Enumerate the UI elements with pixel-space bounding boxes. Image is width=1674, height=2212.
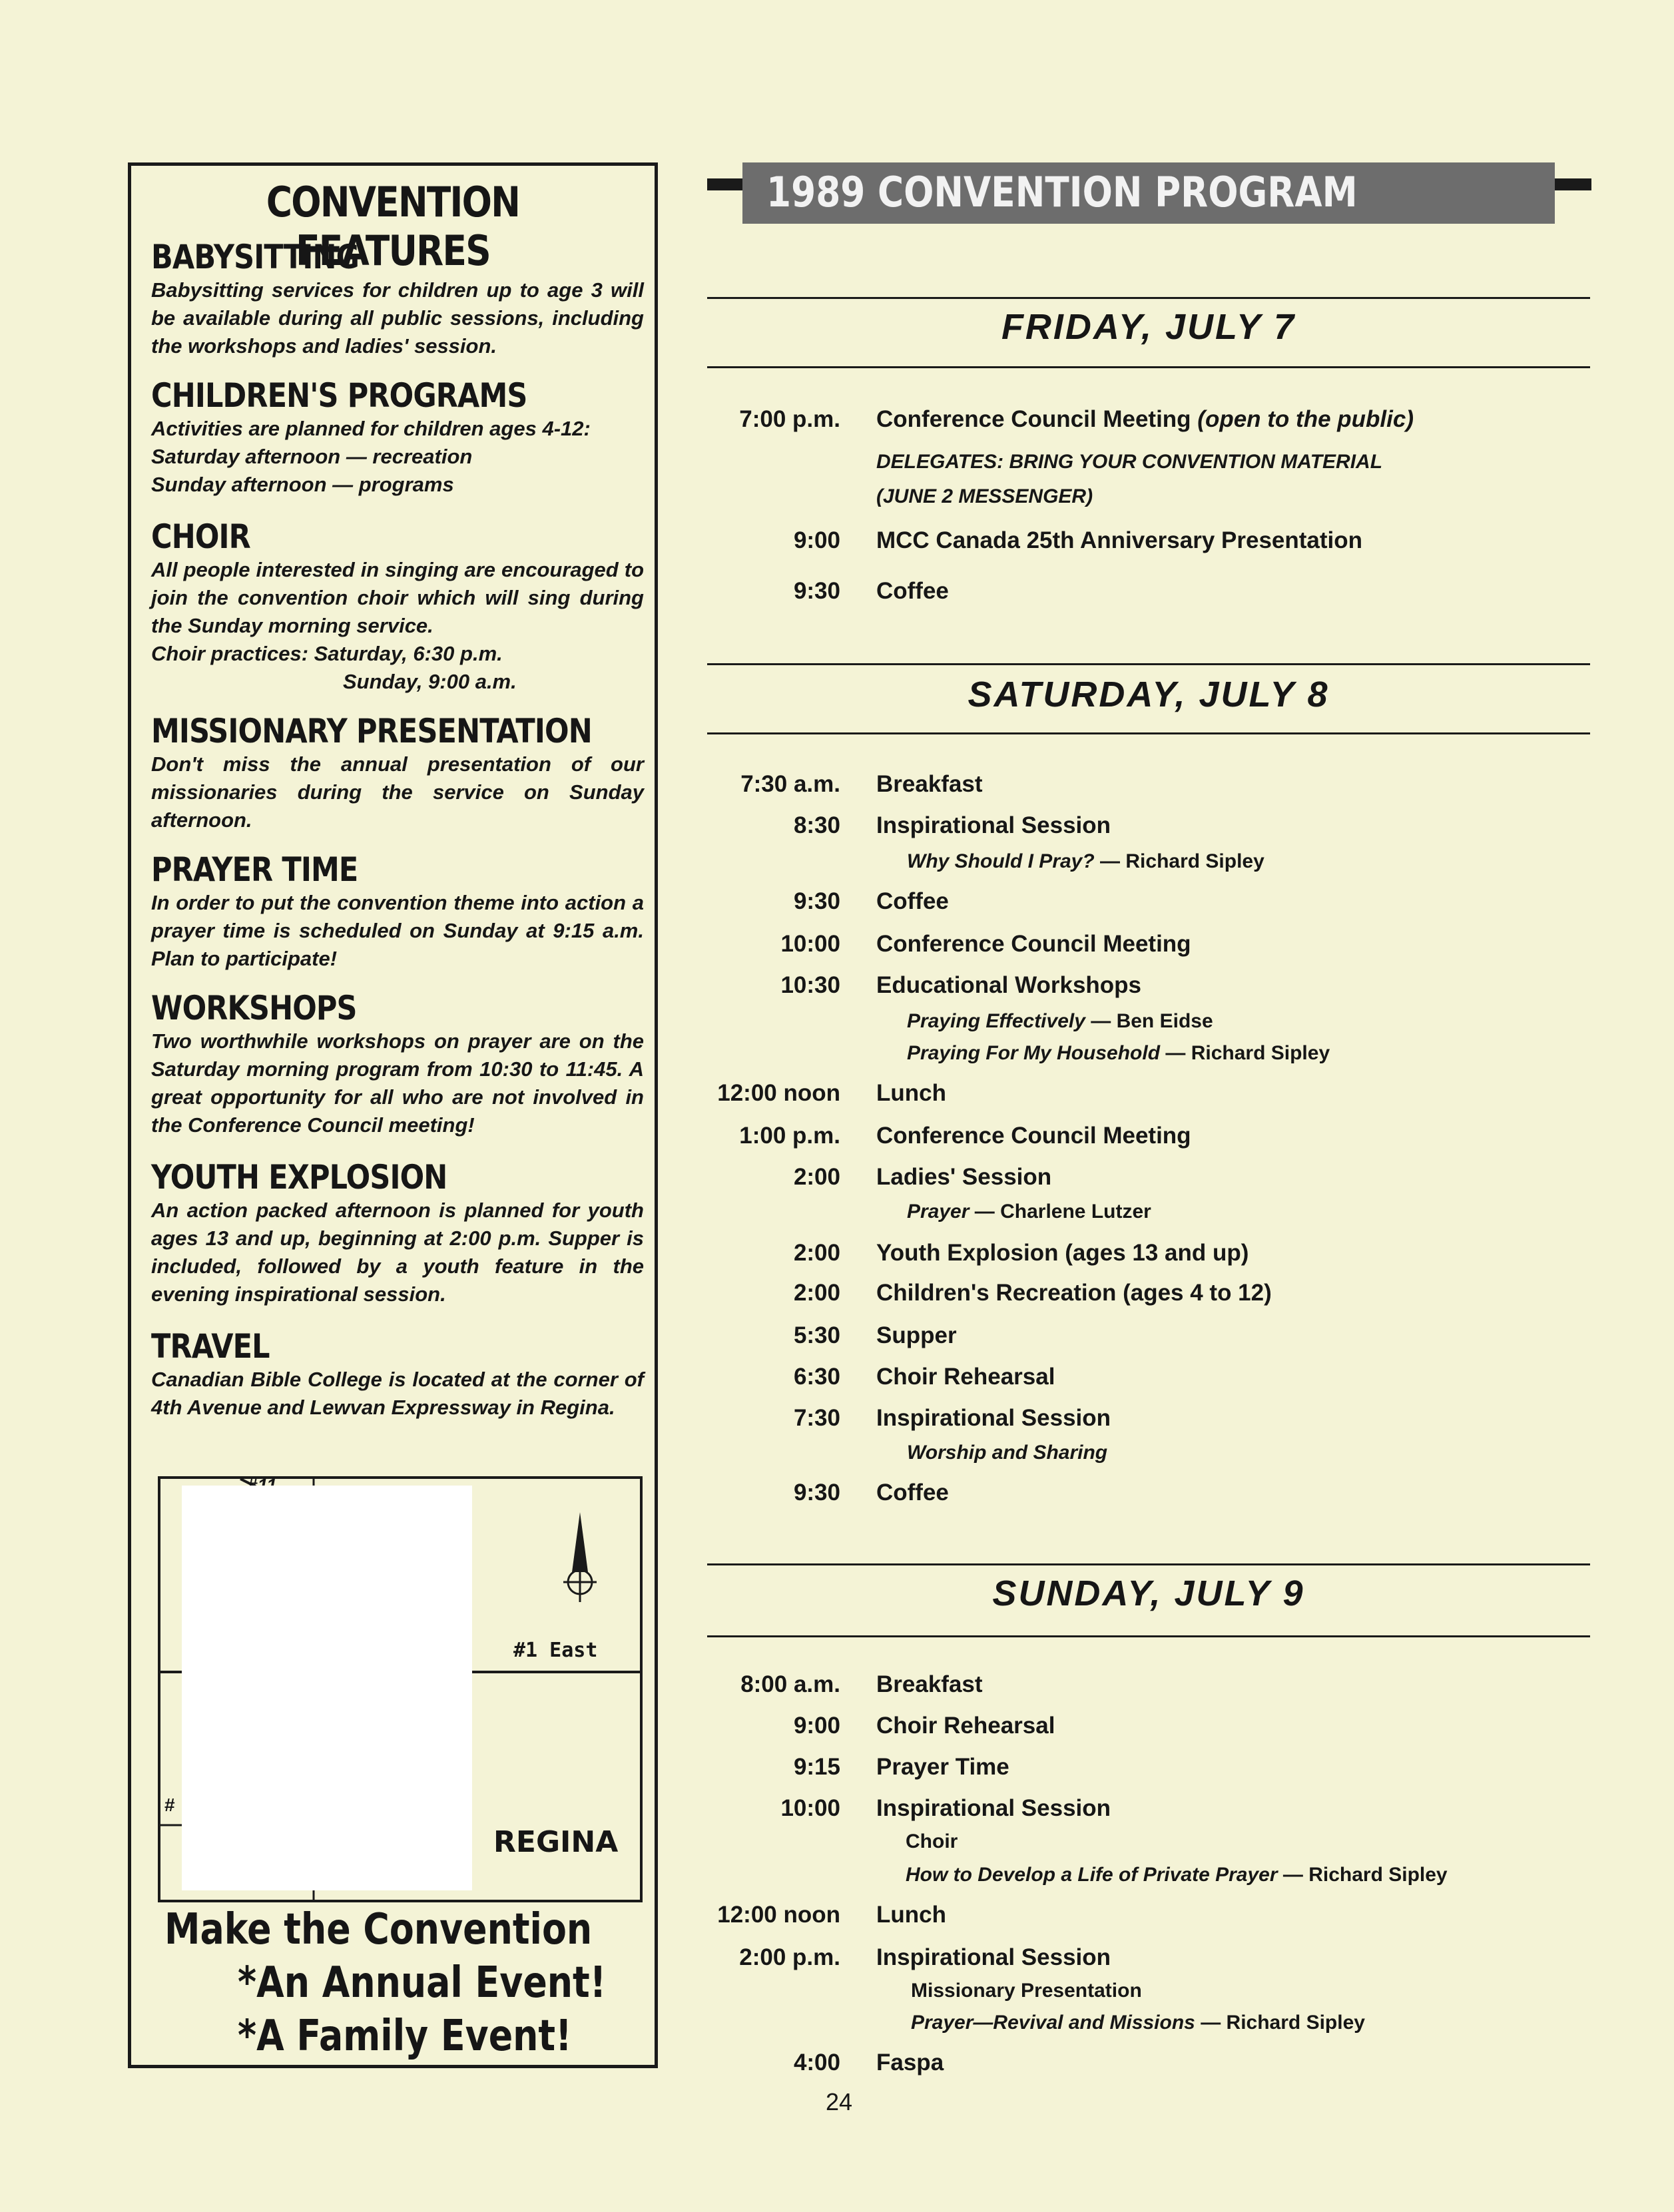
schedule-time: 2:00 p.m.: [739, 1944, 840, 1970]
session-speaker: — Richard Sipley: [1165, 1042, 1330, 1064]
babysitting-text: Babysitting services for children up to age 3 will be available during all public sessions, including the workshops and ladies' session.: [151, 278, 644, 358]
schedule-time: 9:30: [793, 1480, 840, 1506]
map-regina-label: REGINA: [493, 1825, 619, 1859]
travel-text: Canadian Bible College is located at the corner of 4th Avenue and Lewvan Expressway in Regina.: [151, 1368, 644, 1419]
session-detail: [906, 1862, 1448, 1888]
north-arrow-icon: [563, 1512, 597, 1602]
schedule-time: 10:00: [780, 931, 840, 957]
session-speaker: — Richard Sipley: [1201, 2012, 1365, 2034]
convention-features-box: [128, 162, 658, 2068]
schedule-time: 5:30: [793, 1322, 840, 1348]
travel-section: [151, 1327, 644, 1422]
session-speaker: — Richard Sipley: [1282, 1864, 1448, 1886]
schedule-time: 2:00: [793, 1240, 840, 1266]
session-speaker: — Richard Sipley: [1100, 850, 1264, 872]
schedule-event: Coffee: [876, 578, 949, 604]
divider: [707, 1563, 1590, 1565]
schedule-event: Educational Workshops: [876, 972, 1142, 998]
divider: [707, 366, 1590, 368]
schedule-event: [876, 405, 1582, 434]
schedule-time: 4:00: [793, 2050, 840, 2075]
choir-section: [151, 517, 644, 696]
session-title: Why Should I Pray?: [907, 850, 1095, 872]
schedule-event: Coffee: [876, 888, 949, 914]
schedule-time: 9:30: [793, 888, 840, 914]
schedule-event: Inspirational Session: [876, 1405, 1111, 1431]
schedule-time: 7:30 a.m.: [740, 771, 840, 797]
schedule-time: 9:00: [793, 527, 840, 553]
session-detail: [907, 848, 1264, 875]
event-note: (open to the public): [1197, 406, 1414, 432]
choir-text: [151, 556, 644, 696]
youth-explosion-section: [151, 1158, 644, 1308]
childrens-line: Activities are planned for children ages 4-12:: [151, 417, 591, 440]
schedule-time: 7:00 p.m.: [739, 406, 840, 432]
missionary-section: [151, 712, 644, 834]
session-speaker: — Ben Eidse: [1091, 1010, 1213, 1032]
saturday-heading: SATURDAY, JULY 8: [968, 675, 1330, 714]
schedule-event: MCC Canada 25th Anniversary Presentation: [876, 527, 1363, 553]
schedule-event: Inspirational Session: [876, 1944, 1111, 1970]
divider: [707, 732, 1590, 734]
session-title: Prayer: [907, 1201, 970, 1223]
schedule-event: Ladies' Session: [876, 1164, 1052, 1190]
session-detail: [907, 1199, 1151, 1225]
schedule-time: 10:30: [780, 972, 840, 998]
session-title: Prayer—Revival and Missions: [911, 2012, 1195, 2034]
schedule-time: 9:00: [793, 1713, 840, 1739]
friday-heading: FRIDAY, JULY 7: [1001, 307, 1296, 347]
schedule-time: 2:00: [793, 1280, 840, 1306]
schedule-event: Youth Explosion (ages 13 and up): [876, 1240, 1249, 1266]
features-title: CONVENTION FEATURES: [266, 178, 520, 275]
choir-heading: CHOIR: [151, 517, 250, 556]
session-detail: [911, 2010, 1365, 2036]
schedule-time: 1:00 p.m.: [739, 1123, 840, 1149]
location-map: [158, 1476, 643, 1902]
workshops-text: Two worthwhile workshops on prayer are on the Saturday morning program from 10:30 to 11:45. A great opportunity for all who are not involved in the Conference Council meeting!: [151, 1029, 644, 1137]
session-speaker: — Charlene Lutzer: [974, 1201, 1151, 1223]
childrens-line: Sunday afternoon — programs: [151, 473, 454, 496]
schedule-time: 8:00 a.m.: [740, 1671, 840, 1697]
sunday-heading: SUNDAY, JULY 9: [992, 1573, 1305, 1613]
childrens-programs-heading: CHILDREN'S PROGRAMS: [151, 376, 527, 415]
session-title: How to Develop a Life of Private Prayer: [906, 1864, 1278, 1886]
schedule-event: Conference Council Meeting: [876, 931, 1191, 957]
session-detail: Choir: [906, 1830, 958, 1852]
babysitting-section: [151, 238, 644, 360]
schedule-time: 12:00 noon: [717, 1080, 840, 1106]
babysitting-heading: BABYSITTING: [151, 238, 360, 276]
missionary-heading: MISSIONARY PRESENTATION: [151, 712, 592, 750]
cta-line-3: *A Family Event!: [238, 2012, 572, 2061]
delegates-note-2: (JUNE 2 MESSENGER): [876, 485, 1093, 507]
program-banner-title: 1989 CONVENTION PROGRAM: [766, 168, 1358, 216]
missionary-text: Don't miss the annual presentation of our missionaries during the service on Sunday afternoon.: [151, 752, 644, 832]
schedule-event: Faspa: [876, 2050, 944, 2075]
session-title: Praying For My Household: [907, 1042, 1161, 1064]
session-detail: Missionary Presentation: [911, 1980, 1142, 2002]
schedule-event: Choir Rehearsal: [876, 1364, 1055, 1390]
schedule-event: Supper: [876, 1322, 957, 1348]
delegates-note: DELEGATES: BRING YOUR CONVENTION MATERIAL: [876, 451, 1383, 473]
childrens-programs-section: [151, 376, 644, 499]
map-redacted-area: [182, 1486, 472, 1890]
schedule-time: 10:00: [780, 1795, 840, 1821]
schedule-event: Children's Recreation (ages 4 to 12): [876, 1280, 1272, 1306]
session-title: Praying Effectively: [907, 1010, 1085, 1032]
youth-explosion-text: An action packed afternoon is planned for youth ages 13 and up, beginning at 2:00 p.m. Supper is included, followed by a youth feature in the evening inspirational session.: [151, 1199, 644, 1306]
session-detail: Worship and Sharing: [907, 1442, 1108, 1464]
map-hash-label: #: [164, 1795, 175, 1815]
schedule-time: 9:15: [793, 1754, 840, 1780]
schedule-event: Inspirational Session: [876, 812, 1111, 838]
workshops-section: [151, 989, 644, 1139]
prayer-time-text: In order to put the convention theme into action a prayer time is scheduled on Sunday at 9:15 a.m. Plan to participate!: [151, 891, 644, 970]
choir-practice-sunday: Sunday, 9:00 a.m.: [343, 670, 517, 693]
schedule-event: Prayer Time: [876, 1754, 1009, 1780]
event-name: Conference Council Meeting: [876, 406, 1191, 432]
divider: [707, 663, 1590, 665]
schedule-time: 7:30: [793, 1405, 840, 1431]
travel-heading: TRAVEL: [151, 1327, 270, 1366]
schedule-event: Conference Council Meeting: [876, 1123, 1191, 1149]
schedule-event: Breakfast: [876, 771, 983, 797]
session-detail: [907, 1008, 1213, 1035]
prayer-time-heading: PRAYER TIME: [151, 850, 358, 889]
schedule-event: Lunch: [876, 1902, 946, 1928]
schedule-event: Lunch: [876, 1080, 946, 1106]
schedule-event: Breakfast: [876, 1671, 983, 1697]
divider: [707, 297, 1590, 299]
choir-practice-saturday: Choir practices: Saturday, 6:30 p.m.: [151, 642, 503, 665]
schedule-event: Coffee: [876, 1480, 949, 1506]
page-number: 24: [826, 2088, 853, 2115]
divider: [707, 1635, 1590, 1637]
program-banner: [742, 162, 1555, 224]
schedule-time: 8:30: [793, 812, 840, 838]
schedule-time: 12:00 noon: [717, 1902, 840, 1928]
cta-line-2: *An Annual Event!: [238, 1958, 607, 2008]
schedule-event: Inspirational Session: [876, 1795, 1111, 1821]
childrens-line: Saturday afternoon — recreation: [151, 445, 473, 468]
session-detail: [907, 1040, 1330, 1067]
workshops-heading: WORKSHOPS: [151, 989, 357, 1027]
map-highway-1-east-label: #1 East: [513, 1639, 598, 1662]
schedule-event: Choir Rehearsal: [876, 1713, 1055, 1739]
schedule-time: 2:00: [793, 1164, 840, 1190]
schedule-time: 9:30: [793, 578, 840, 604]
childrens-programs-text: [151, 415, 644, 499]
prayer-time-section: [151, 850, 644, 973]
schedule-time: 6:30: [793, 1364, 840, 1390]
choir-description: All people interested in singing are encouraged to join the convention choir which will sing during the Sunday morning service.: [151, 558, 644, 637]
cta-line-1: Make the Convention: [164, 1905, 593, 1954]
youth-explosion-heading: YOUTH EXPLOSION: [151, 1158, 447, 1197]
